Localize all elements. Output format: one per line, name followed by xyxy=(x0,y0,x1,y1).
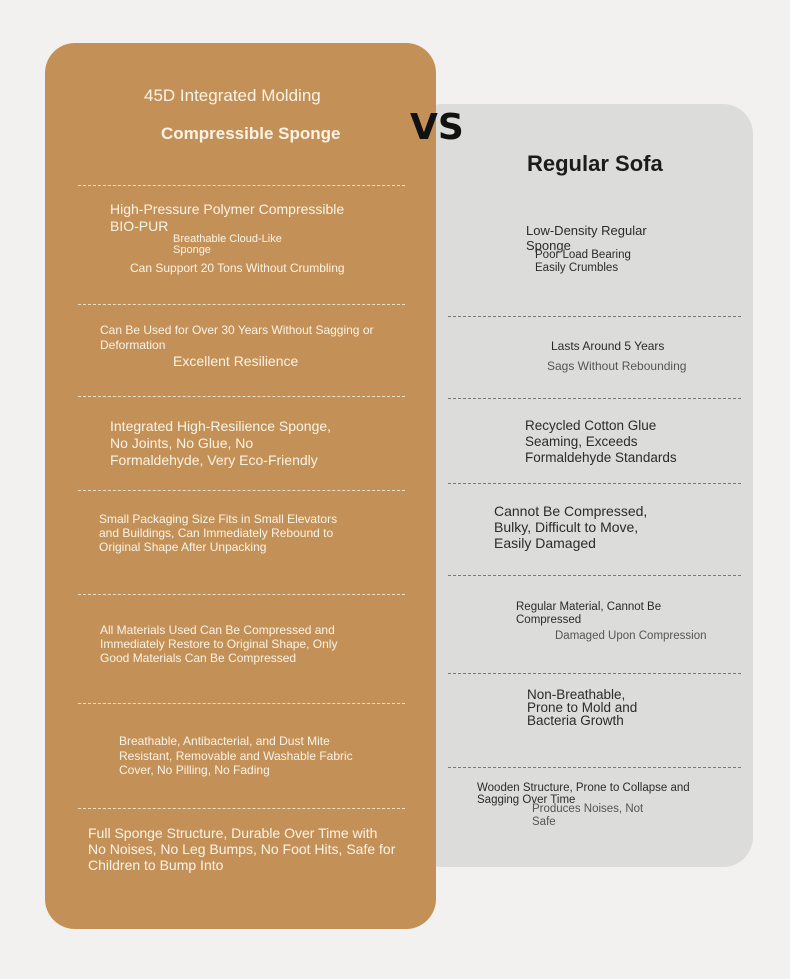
right-row1-main: Low-Density Regular Sponge xyxy=(526,223,647,253)
right-row7-main: Wooden Structure, Prone to Collapse and Sagging Over Time xyxy=(477,782,690,806)
right-row5-main: Regular Material, Cannot Be Compressed xyxy=(516,601,662,626)
left-divider-1 xyxy=(78,185,405,186)
left-title-line2: Compressible Sponge xyxy=(161,124,341,143)
right-divider-2 xyxy=(448,398,741,399)
left-title-line1: 45D Integrated Molding xyxy=(144,86,321,105)
right-title: Regular Sofa xyxy=(527,151,663,176)
left-divider-2 xyxy=(78,304,405,305)
left-divider-4 xyxy=(78,490,405,491)
right-row2-sub: Sags Without Rebounding xyxy=(547,359,687,373)
left-row2-sub: Excellent Resilience xyxy=(173,353,299,369)
left-row7: Full Sponge Structure, Durable Over Time with No Noises, No Leg Bumps, No Foot Hits, Safe for Children to Bump Into xyxy=(88,825,396,873)
right-row7-sub: Produces Noises, Not Safe xyxy=(532,803,644,828)
left-divider-6 xyxy=(78,703,405,704)
left-divider-5 xyxy=(78,594,405,595)
right-row2-main: Lasts Around 5 Years xyxy=(551,339,665,353)
right-divider-1 xyxy=(448,316,741,317)
left-row6: Breathable, Antibacterial, and Dust Mite Resistant, Removable and Washable Fabric Cover, No Pilling, No Fading xyxy=(119,734,353,777)
right-row1-sub: Poor Load Bearing Easily Crumbles xyxy=(535,249,631,274)
regular-sofa-panel xyxy=(412,104,753,867)
left-divider-7 xyxy=(78,808,405,809)
right-divider-5 xyxy=(448,673,741,674)
left-row1-sub2: Can Support 20 Tons Without Crumbling xyxy=(130,261,345,275)
left-row2-main: Can Be Used for Over 30 Years Without Sagging or Deformation xyxy=(100,323,374,352)
left-divider-3 xyxy=(78,396,405,397)
right-row4: Cannot Be Compressed, Bulky, Difficult to Move, Easily Damaged xyxy=(494,503,648,551)
vs-label: VS xyxy=(410,107,464,148)
left-row3: Integrated High-Resilience Sponge, No Joints, No Glue, No Formaldehyde, Very Eco-Friendly xyxy=(110,418,332,468)
left-row5: All Materials Used Can Be Compressed and Immediately Restore to Original Shape, Only Good Materials Can Be Compressed xyxy=(100,623,338,665)
right-row5-sub: Damaged Upon Compression xyxy=(555,630,707,642)
right-divider-3 xyxy=(448,483,741,484)
right-row6: Non-Breathable, Prone to Mold and Bacteria Growth xyxy=(527,687,638,728)
right-divider-4 xyxy=(448,575,741,576)
left-row4: Small Packaging Size Fits in Small Elevators and Buildings, Can Immediately Rebound to Original Shape After Unpacking xyxy=(99,512,338,554)
right-divider-6 xyxy=(448,767,741,768)
left-row1-main: High-Pressure Polymer Compressible BIO-PUR xyxy=(110,201,345,234)
left-row1-sub1: Breathable Cloud-Like Sponge xyxy=(173,233,282,256)
right-row3: Recycled Cotton Glue Seaming, Exceeds Formaldehyde Standards xyxy=(525,418,677,465)
sponge-sofa-panel xyxy=(45,43,436,929)
